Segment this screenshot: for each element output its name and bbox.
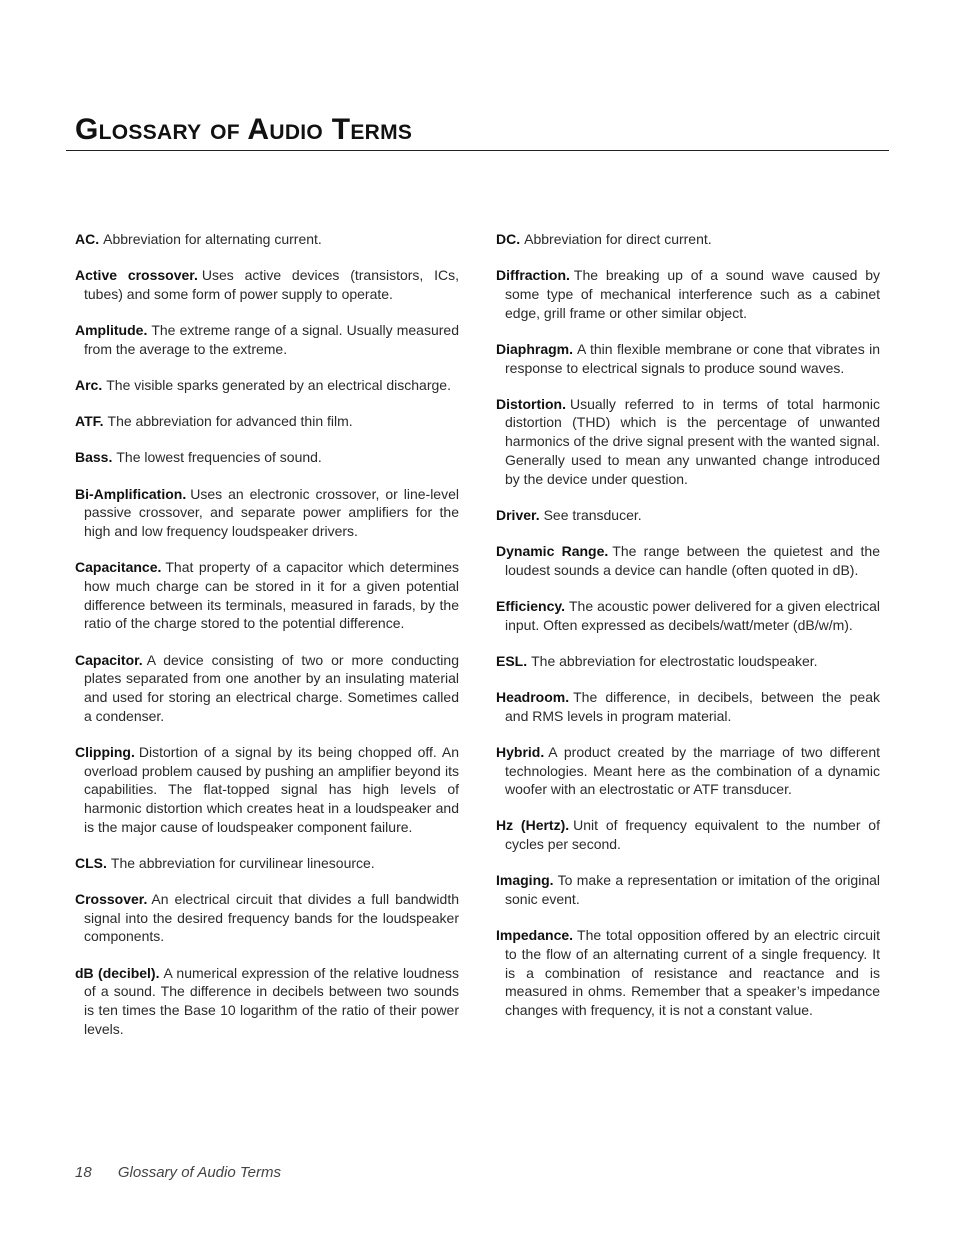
glossary-definition: Distortion of a signal by its being chopped off. An overload problem caused by pushing an amplifier beyond its capabilities. The flat-topped signal has high levels of harmonic distortion which creates heat in a loudspeaker and is the major cause of loudspeaker component failure.	[84, 743, 459, 835]
glossary-term: DC.	[496, 231, 521, 247]
glossary-entry	[496, 597, 880, 634]
page-number: 18	[75, 1164, 92, 1181]
glossary-entry	[75, 964, 459, 1039]
glossary-term: Dynamic Range.	[496, 542, 609, 559]
title-divider	[66, 150, 889, 151]
glossary-definition: A device consisting of two or more conducting plates separated from one another by an insulating material and used for storing an electrical charge. Sometimes called a condenser.	[84, 651, 459, 724]
glossary-definition: Unit of frequency equivalent to the number of cycles per second.	[505, 817, 880, 853]
glossary-definition: The extreme range of a signal. Usually measured from the average to the extreme.	[84, 322, 459, 357]
glossary-definition: Abbreviation for alternating current.	[103, 231, 322, 247]
glossary-entry	[496, 816, 880, 853]
glossary-entry	[75, 651, 459, 726]
glossary-definition: The abbreviation for electrostatic loudspeaker.	[531, 652, 818, 669]
glossary-definition: A numerical expression of the relative loudness of a sound. The difference in decibels between two sounds is ten times the Base 10 logarithm of the ratio of their power levels.	[84, 964, 459, 1037]
glossary-term: Hybrid.	[496, 743, 545, 760]
glossary-entry	[496, 926, 880, 1020]
glossary-definition: The acoustic power delivered for a given electrical input. Often expressed as decibels/watt/meter (dB/w/m).	[505, 597, 880, 633]
glossary-entry	[75, 485, 459, 541]
glossary-definition: A product created by the marriage of two different technologies. Meant here as the combination of a dynamic woofer with an electrostatic or ATF transducer.	[505, 743, 880, 798]
glossary-term: Imaging.	[496, 872, 554, 889]
glossary-definition: Uses active devices (transistors, ICs, tubes) and some form of power supply to operate.	[84, 267, 459, 302]
glossary-definition: The total opposition offered by an electric circuit to the flow of an alternating current of a single frequency. It is a combination of resistance and reactance and is measured in ohms. Remember that a speaker’s impedance changes with frequency, it is not a constant value.	[505, 927, 880, 1019]
glossary-definition: The visible sparks generated by an electrical discharge.	[106, 377, 451, 394]
glossary-entry	[496, 688, 880, 725]
glossary-entry	[75, 376, 459, 395]
glossary-definition: Usually referred to in terms of total harmonic distortion (THD) which is the percentage of unwanted harmonics of the drive signal present with the wanted signal. Generally used to mean any unwanted change introduced by the device under question.	[505, 395, 880, 487]
glossary-definition: An electrical circuit that divides a full bandwidth signal into the desired frequency bands for the loudspeaker components.	[84, 891, 459, 945]
glossary-entry	[496, 395, 880, 489]
page-footer	[75, 1164, 281, 1181]
glossary-term: ESL.	[496, 652, 528, 669]
glossary-entry	[496, 871, 880, 908]
glossary-definition: The lowest frequencies of sound.	[116, 449, 322, 466]
glossary-term: Arc.	[75, 377, 103, 394]
glossary-term: Efficiency.	[496, 597, 565, 614]
glossary-definition: The difference, in decibels, between the peak and RMS levels in program material.	[505, 688, 880, 724]
glossary-term: ATF.	[75, 413, 104, 430]
glossary-definition: That property of a capacitor which determines how much charge can be stored in it for a given potential difference between its terminals, measured in farads, by the ratio of the charge stored to the potential difference.	[84, 559, 459, 632]
glossary-term: Capacitor.	[75, 651, 143, 668]
glossary-term: Bass.	[75, 449, 113, 466]
glossary-term: Driver.	[496, 506, 540, 523]
glossary-column-left	[75, 230, 459, 1056]
glossary-entry	[496, 340, 880, 377]
glossary-term: Headroom.	[496, 688, 570, 705]
glossary-definition: To make a representation or imitation of the original sonic event.	[505, 872, 880, 908]
glossary-term: Bi-Amplification.	[75, 485, 187, 502]
glossary-entry	[75, 321, 459, 358]
glossary-term: Diaphragm.	[496, 340, 574, 357]
footer-section-title: Glossary of Audio Terms	[117, 1164, 281, 1181]
glossary-entry	[496, 506, 880, 525]
glossary-term: Clipping.	[75, 743, 135, 760]
glossary-term: Active crossover.	[75, 267, 198, 284]
glossary-term: Impedance.	[496, 927, 574, 944]
glossary-entry	[75, 558, 459, 633]
glossary-entry	[75, 448, 459, 467]
glossary-entry	[75, 854, 459, 873]
glossary-definition: See transducer.	[543, 506, 642, 523]
glossary-definition: Abbreviation for direct current.	[524, 231, 712, 247]
glossary-entry	[496, 266, 880, 322]
glossary-definition: Uses an electronic crossover, or line-level passive crossover, and separate power amplifiers for the high and low frequency loudspeaker drivers.	[84, 485, 459, 540]
glossary-term: Distortion.	[496, 395, 566, 412]
glossary-entry	[496, 230, 880, 249]
glossary-term: Hz (Hertz).	[496, 817, 570, 834]
glossary-term: Crossover.	[75, 891, 148, 908]
glossary-definition: The abbreviation for advanced thin film.	[107, 413, 353, 430]
glossary-entry	[75, 890, 459, 946]
glossary-term: CLS.	[75, 854, 107, 871]
glossary-entry	[75, 230, 459, 249]
glossary-term: Diffraction.	[496, 267, 570, 284]
glossary-definition: The range between the quietest and the loudest sounds a device can handle (often quoted in dB).	[505, 542, 880, 578]
glossary-term: Capacitance.	[75, 559, 162, 576]
glossary-entry	[75, 266, 459, 303]
glossary-definition: The abbreviation for curvilinear linesource.	[110, 854, 375, 871]
glossary-term: dB (decibel).	[75, 964, 160, 981]
glossary-entry	[75, 743, 459, 837]
glossary-term: AC.	[75, 231, 100, 247]
glossary-definition: The breaking up of a sound wave caused by some type of mechanical interference such as a cabinet edge, grill frame or other similar object.	[505, 267, 880, 321]
glossary-entry	[496, 743, 880, 799]
page-title: Glossary of Audio Terms	[75, 113, 413, 146]
glossary-entry	[496, 652, 880, 671]
glossary-entry	[496, 542, 880, 579]
glossary-term: Amplitude.	[75, 322, 148, 339]
glossary-definition: A thin flexible membrane or cone that vibrates in response to electrical signals to produce sound waves.	[505, 340, 880, 376]
glossary-column-right	[496, 230, 880, 1037]
glossary-entry	[75, 412, 459, 431]
